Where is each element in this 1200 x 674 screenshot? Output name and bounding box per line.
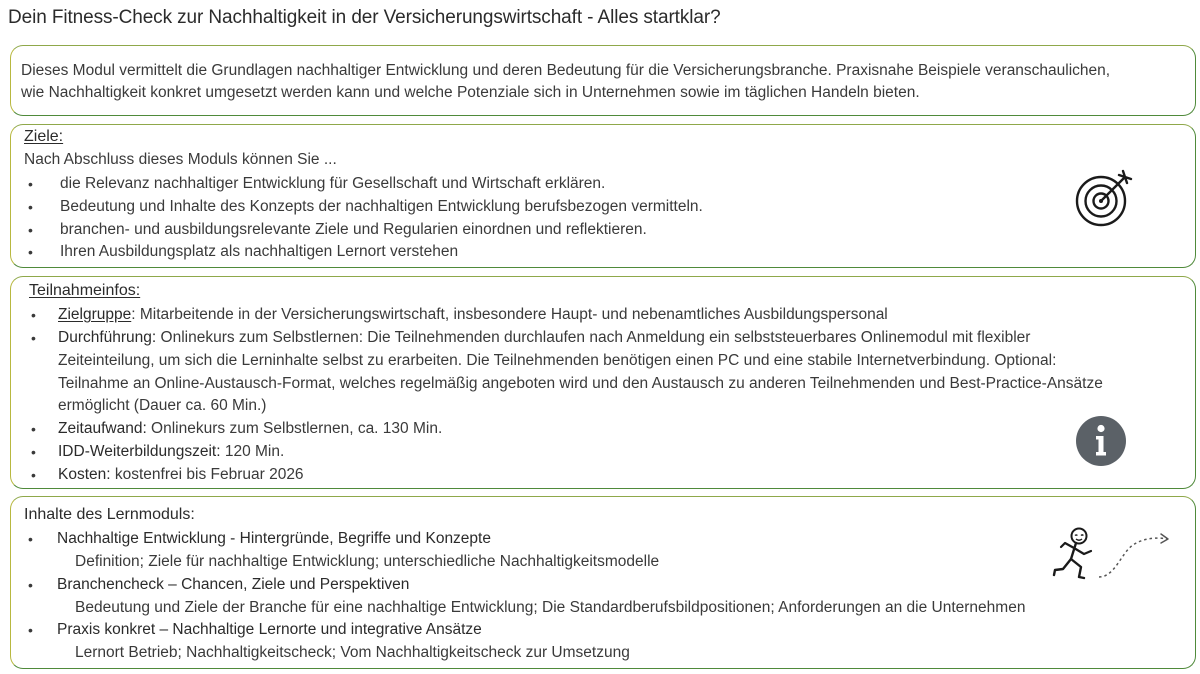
- section-title: Praxis konkret – Nachhaltige Lernorte und integrative Ansätze: [57, 621, 482, 638]
- bullet: •: [28, 199, 33, 215]
- kosten-line: [58, 464, 304, 486]
- running-figure-icon: [1051, 523, 1171, 585]
- idd-label: IDD-Weiterbildungszeit:: [58, 443, 221, 460]
- inhalte-section-1-detail: Definition; Ziele für nachhaltige Entwicklung; unterschiedliche Nachhaltigkeitsmodelle: [75, 553, 660, 570]
- intro-text: [21, 60, 1191, 104]
- ziele-heading: Ziele:: [24, 128, 64, 145]
- teilnahme-box: [10, 276, 1196, 489]
- ziele-item-4: Ihren Ausbildungsplatz als nachhaltigen Lernort verstehen: [60, 243, 459, 260]
- ziele-item-3: branchen- und ausbildungsrelevante Ziele und Regularien einordnen und reflektieren.: [60, 221, 647, 238]
- bullet: •: [28, 531, 33, 547]
- page-title: Dein Fitness-Check zur Nachhaltigkeit in der Versicherungswirtschaft - Alles startklar?: [8, 7, 721, 28]
- idd-line: [58, 441, 284, 463]
- intro-line-1: Dieses Modul vermittelt die Grundlagen nachhaltiger Entwicklung und deren Bedeutung für die Versicherungsbranche. Praxisnahe Beispiele veranschaulichen,: [21, 62, 1111, 79]
- idd-text: 120 Min.: [220, 443, 285, 460]
- bullet: •: [28, 244, 33, 260]
- bullet: •: [31, 330, 36, 346]
- inhalte-section-2-detail: Bedeutung und Ziele der Branche für eine nachhaltige Entwicklung; Die Standardberufsbildpositionen; Anforderungen an die Unternehmen: [75, 599, 1026, 616]
- durchfuehrung-label: Durchführung:: [58, 329, 157, 346]
- intro-line-2: wie Nachhaltigkeit konkret umgesetzt werden kann und welche Potenziale sich in Unternehmen sowie im täglichen Handeln bieten.: [21, 84, 920, 101]
- durchfuehrung-line-3: Teilnahme an Online-Austausch-Format, welches regelmäßig angeboten wird und den Austausch zu anderen Teilnehmenden und Best-Practice-Ansätze: [58, 375, 1103, 392]
- bullet: •: [28, 577, 33, 593]
- bullet: •: [31, 444, 36, 460]
- bullet: •: [28, 222, 33, 238]
- target-icon: [1073, 169, 1135, 229]
- ziele-item-2: Bedeutung und Inhalte des Konzepts der nachhaltigen Entwicklung berufsbezogen vermitteln.: [60, 198, 703, 215]
- zeitaufwand-label: Zeitaufwand:: [58, 420, 147, 437]
- section-title: Nachhaltige Entwicklung - Hintergründe, Begriffe und Konzepte: [57, 530, 491, 547]
- durchfuehrung-line-1: [58, 327, 1030, 349]
- bullet: •: [31, 421, 36, 437]
- zeitaufwand-text: Onlinekurs zum Selbstlernen, ca. 130 Min.: [146, 420, 443, 437]
- bullet: •: [31, 467, 36, 483]
- kosten-label: Kosten:: [58, 466, 111, 483]
- bullet: •: [31, 307, 36, 323]
- intro-box: [10, 45, 1196, 116]
- ziele-lead: Nach Abschluss dieses Moduls können Sie ...: [24, 151, 337, 168]
- bullet: •: [28, 622, 33, 638]
- inhalte-section-3-title: [57, 619, 482, 641]
- durchfuehrung-line-2: Zeiteinteilung, um sich die Lerninhalte selbst zu erarbeiten. Die Teilnehmenden benötigen einen PC und eine stabile Internetverbindung. Optional:: [58, 352, 1057, 369]
- zeitaufwand-line: [58, 418, 442, 440]
- teilnahme-heading: Teilnahmeinfos:: [29, 282, 141, 299]
- bullet: •: [28, 176, 33, 192]
- section-title: Branchencheck – Chancen, Ziele und Perspektiven: [57, 576, 410, 593]
- zielgruppe-label: Zielgruppe: [58, 306, 132, 323]
- zielgruppe-line: [58, 304, 888, 326]
- kosten-text: kostenfrei bis Februar 2026: [110, 466, 304, 483]
- inhalte-section-2-title: [57, 574, 409, 596]
- inhalte-section-1-title: [57, 528, 491, 550]
- info-icon: [1075, 415, 1127, 467]
- zielgruppe-text: : Mitarbeitende in der Versicherungswirtschaft, insbesondere Haupt- und nebenamtliches Ausbildungspersonal: [131, 306, 888, 323]
- ziele-box: [10, 124, 1196, 268]
- durchfuehrung-text-1: Onlinekurs zum Selbstlernen: Die Teilnehmenden durchlaufen nach Anmeldung ein selbststeuerbares Onlinemodul mit flexibler: [156, 329, 1031, 346]
- inhalte-heading: Inhalte des Lernmoduls:: [24, 506, 195, 523]
- inhalte-box: [10, 496, 1196, 669]
- durchfuehrung-line-4: ermöglicht (Dauer ca. 60 Min.): [58, 397, 267, 414]
- inhalte-section-3-detail: Lernort Betrieb; Nachhaltigkeitscheck; Vom Nachhaltigkeitscheck zur Umsetzung: [75, 644, 630, 661]
- ziele-item-1: die Relevanz nachhaltiger Entwicklung für Gesellschaft und Wirtschaft erklären.: [60, 175, 606, 192]
